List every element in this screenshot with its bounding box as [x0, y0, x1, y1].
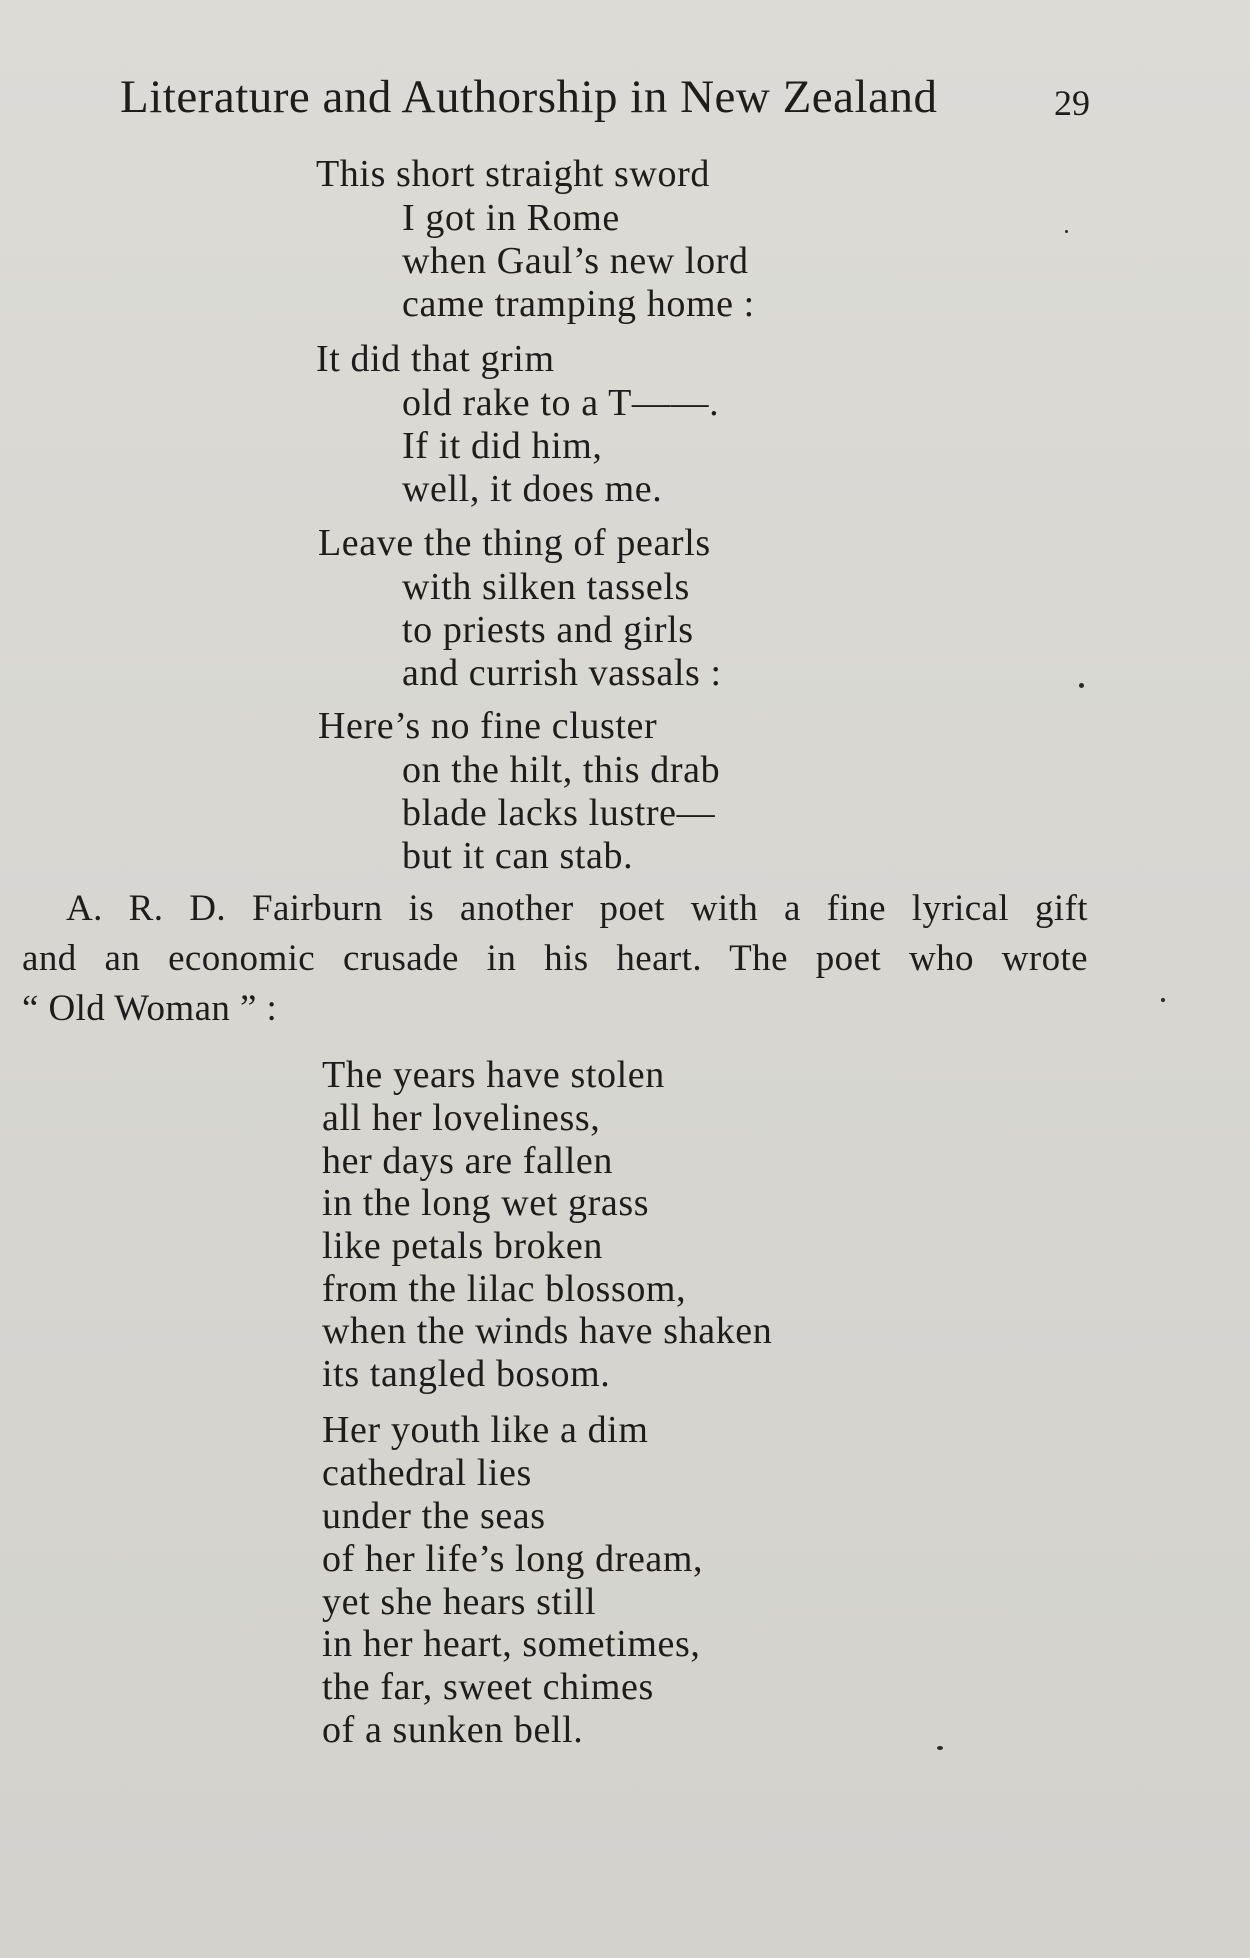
poem1-line: Leave the thing of pearls [318, 522, 711, 564]
poem2-line: like petals broken [322, 1225, 603, 1267]
paper-speck [1065, 230, 1068, 233]
poem1-line: It did that grim [316, 338, 555, 380]
poem2-line: in her heart, sometimes, [322, 1623, 701, 1665]
poem2-line: of her life’s long dream, [322, 1538, 704, 1580]
prose-line: A. R. D. Fairburn is another poet with a fine lyrical gift [66, 888, 1088, 929]
poem1-line: came tramping home : [402, 283, 755, 325]
poem2-line: in the long wet grass [322, 1182, 650, 1224]
poem1-line: Here’s no fine cluster [318, 705, 658, 747]
prose-line: “ Old Woman ” : [22, 988, 278, 1029]
poem2-line: the far, sweet chimes [322, 1666, 654, 1708]
paper-speck [1161, 998, 1165, 1002]
poem2-line: from the lilac blossom, [322, 1268, 687, 1310]
poem1-line: with silken tassels [402, 566, 690, 608]
poem2-line: cathedral lies [322, 1452, 532, 1494]
poem2-line: its tangled bosom. [322, 1353, 611, 1395]
poem2-line: her days are fallen [322, 1140, 613, 1182]
poem1-line: when Gaul’s new lord [402, 240, 749, 282]
poem1-line: but it can stab. [402, 835, 634, 877]
poem1-line: and currish vassals : [402, 652, 722, 694]
poem2-line: under the seas [322, 1495, 546, 1537]
poem2-line: The years have stolen [322, 1054, 665, 1096]
poem2-line: of a sunken bell. [322, 1709, 584, 1751]
page-number: 29 [1054, 83, 1090, 123]
poem1-line: This short straight sword [316, 153, 710, 195]
poem2-line: yet she hears still [322, 1581, 597, 1623]
poem2-line: Her youth like a dim [322, 1409, 649, 1451]
poem2-line: all her loveliness, [322, 1097, 601, 1139]
running-title: Literature and Authorship in New Zealand [120, 71, 938, 123]
paper-speck [937, 1746, 943, 1750]
poem1-line: If it did him, [402, 425, 603, 467]
poem2-line: when the winds have shaken [322, 1310, 773, 1352]
poem1-line: I got in Rome [402, 197, 620, 239]
prose-line: and an economic crusade in his heart. The poet who wrote [22, 938, 1088, 979]
poem1-line: old rake to a T——. [402, 382, 720, 424]
poem1-line: on the hilt, this drab [402, 749, 721, 791]
poem1-line: to priests and girls [402, 609, 694, 651]
poem1-line: well, it does me. [402, 468, 663, 510]
running-head [120, 70, 1090, 130]
poem1-line: blade lacks lustre— [402, 792, 716, 834]
paper-speck [1079, 683, 1084, 688]
